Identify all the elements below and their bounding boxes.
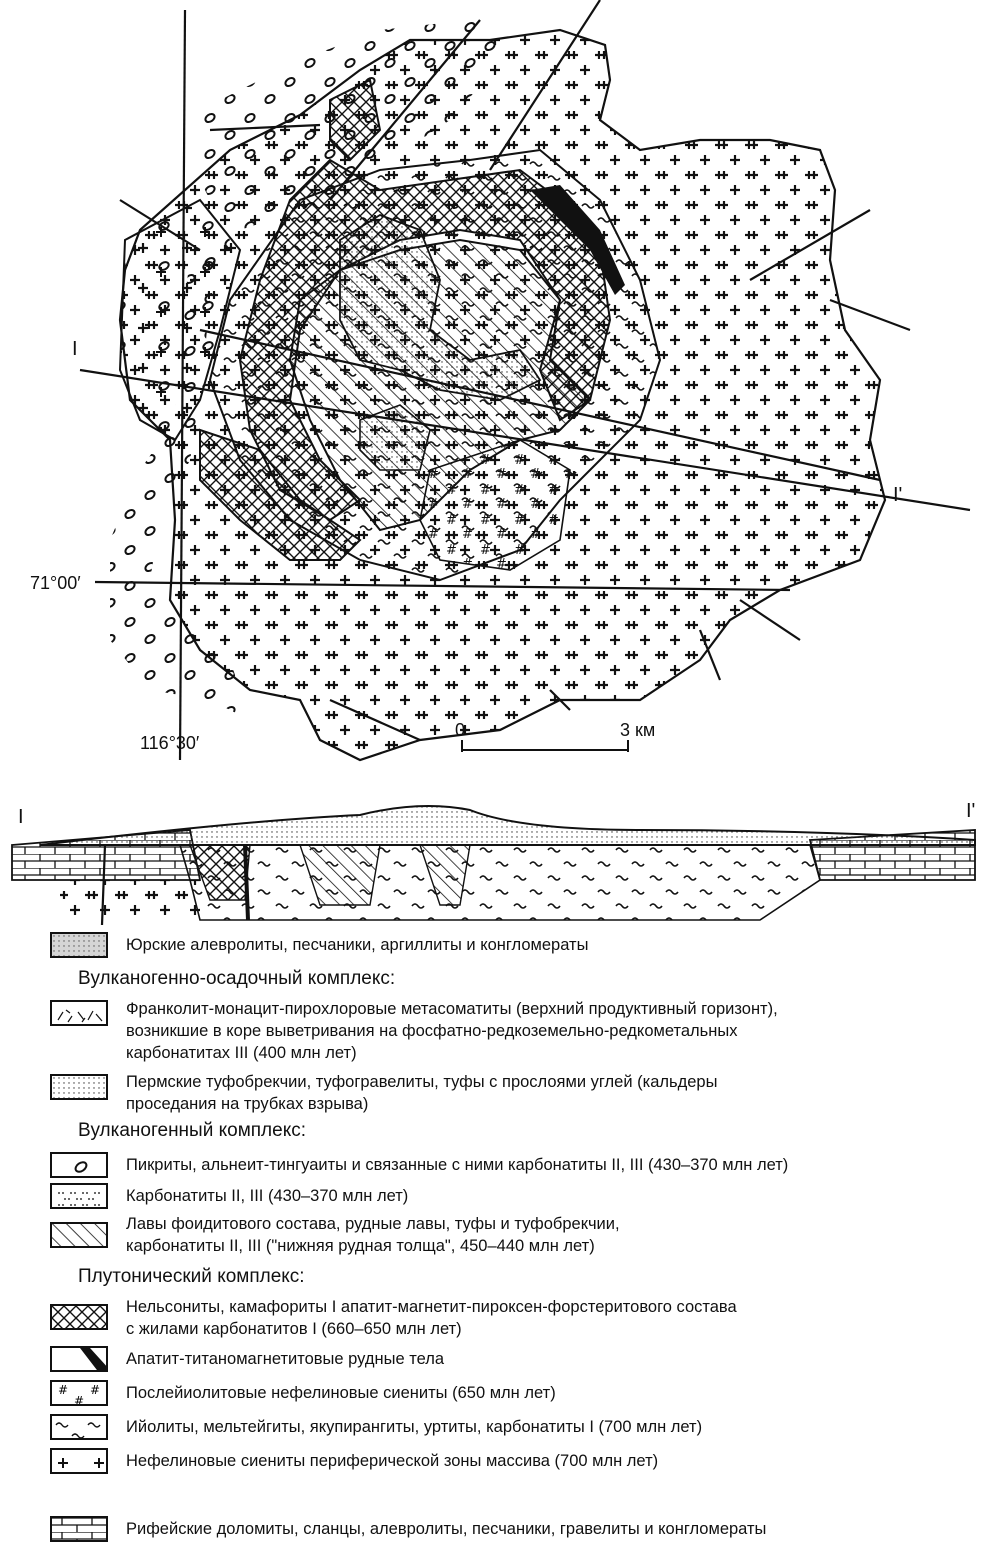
legend-text-nelsonites: Нельсониты, камафориты I апатит-магнетит-пироксен-форстеритового состава с жилами карбонатитов I (660–650 млн лет) xyxy=(126,1298,737,1338)
svg-text:#: # xyxy=(58,1383,69,1397)
scale-end-label: 3 км xyxy=(620,720,656,740)
legend-text-jurassic: Юрские алевролиты, песчаники, аргиллиты и конгломераты xyxy=(126,936,589,954)
jurassic-swatch xyxy=(50,932,108,958)
permian-swatch xyxy=(50,1074,108,1100)
legend-text-riphean: Рифейские доломиты, сланцы, алевролиты, песчаники, гравелиты и конгломераты xyxy=(126,1520,767,1538)
legend-text-picrites: Пикриты, альнеит-тингуаиты и связанные с ними карбонатиты II, III (430–370 млн лет) xyxy=(126,1156,789,1174)
nelsonites-swatch xyxy=(50,1304,108,1330)
carbonatites-swatch xyxy=(50,1183,108,1209)
legend-heading-plutonic: Плутонический комплекс: xyxy=(78,1266,305,1287)
legend-text-lavas: Лавы фоидитового состава, рудные лавы, туфы и туфобрекчии, карбонатиты II, III ("нижняя рудная толща", 450–440 млн лет) xyxy=(126,1215,620,1255)
legend-text-apatite-ore: Апатит-титаномагнетитовые рудные тела xyxy=(126,1350,445,1368)
section-start-label: I xyxy=(72,338,78,360)
section-syenite-left xyxy=(60,880,210,920)
legend-text-post-ijolite: Послейиолитовые нефелиновые сиениты (650 млн лет) xyxy=(126,1384,556,1402)
legend-text-ijolites: Ийолиты, мельтейгиты, якупирангиты, уртиты, карбонатиты I (700 млн лет) xyxy=(126,1418,703,1436)
cross-section xyxy=(12,806,975,925)
legend-text-nepheline-syenites: Нефелиновые сиениты периферической зоны массива (700 млн лет) xyxy=(126,1452,659,1470)
svg-text:#: # xyxy=(74,1394,85,1406)
scale-bar xyxy=(462,740,628,752)
cross-section-left-label: I xyxy=(18,806,24,828)
legend-text-francolite: Франколит-монацит-пирохлоровые метасоматиты (верхний продуктивный горизонт), возникшие в коре выветривания на фосфатно-редкоземельно-редкометальных карбонатитах III (400 млн лет) xyxy=(126,1000,778,1062)
longitude-label: 116°30′ xyxy=(140,733,200,753)
picrites-swatch xyxy=(50,1152,108,1178)
scale-zero-label: 0 xyxy=(455,720,466,740)
legend-heading-volcanic: Вулканогенный комплекс: xyxy=(78,1120,306,1141)
section-end-label: I' xyxy=(893,484,903,506)
legend-text-permian: Пермские туфобрекчии, туфогравелиты, туфы с прослоями углей (кальдеры проседания на трубках взрыва) xyxy=(126,1073,718,1113)
cross-section-right-label: I' xyxy=(966,800,976,822)
legend-heading-volcano-sedimentary: Вулканогенно-осадочный комплекс: xyxy=(78,968,396,989)
section-jurassic-cover xyxy=(40,806,975,845)
section-core xyxy=(180,845,820,920)
riphean-swatch xyxy=(50,1516,108,1542)
apatite-ore-swatch xyxy=(50,1346,108,1372)
nepheline-syenites-swatch xyxy=(50,1448,108,1474)
lavas-swatch xyxy=(50,1222,108,1248)
post-ijolite-swatch xyxy=(50,1380,108,1406)
francolite-swatch xyxy=(50,1000,108,1026)
ijolites-swatch xyxy=(50,1414,108,1440)
svg-text:#: # xyxy=(90,1383,101,1397)
legend-text-carbonatites: Карбонатиты II, III (430–370 млн лет) xyxy=(126,1187,409,1205)
latitude-label: 71°00′ xyxy=(30,573,81,593)
